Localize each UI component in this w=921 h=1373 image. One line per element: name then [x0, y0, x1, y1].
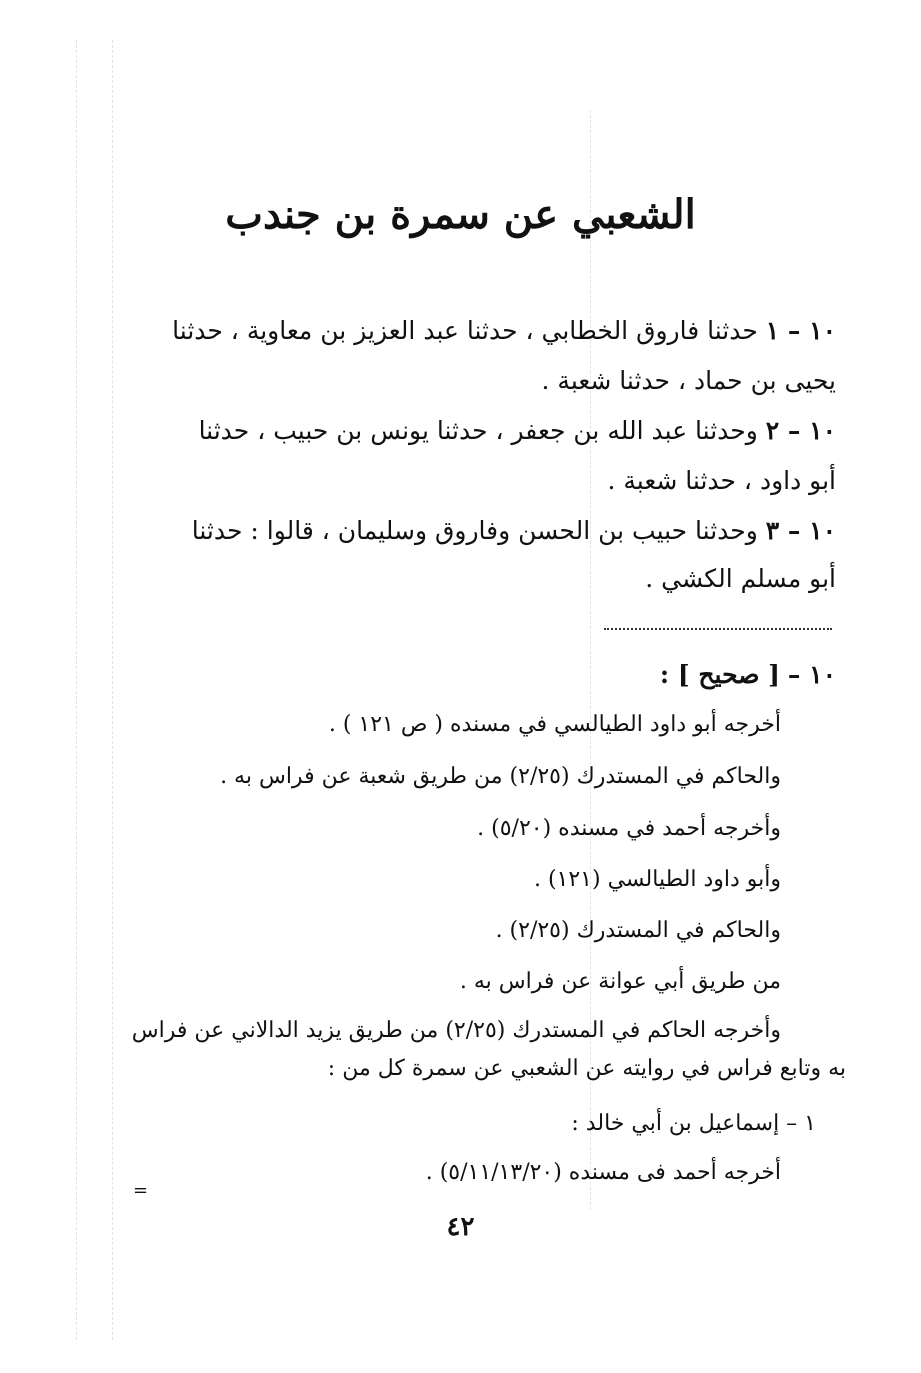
entry-text: وحدثنا حبيب بن الحسن وفاروق وسليمان ، قالوا : حدثنا — [191, 516, 758, 545]
entry-text: حدثنا فاروق الخطابي ، حدثنا عبد العزيز بن معاوية ، حدثنا — [172, 316, 758, 345]
entry-2-line — [0, 418, 836, 443]
entry-text: وحدثنا عبد الله بن جعفر ، حدثنا يونس بن حبيب ، حدثنا — [198, 416, 758, 445]
note-line: والحاكم في المستدرك (٢/٢٥) . — [495, 918, 781, 943]
note-line: أخرجه أبو داود الطيالسي في مسنده ( ص ١٢١ ) . — [328, 712, 781, 737]
note-line: وأخرجه الحاكم في المستدرك (٢/٢٥) من طريق يزيد الدالاني عن فراس — [131, 1018, 781, 1043]
page-number: ٤٢ — [446, 1212, 475, 1242]
notes-heading — [0, 662, 836, 687]
entry-number: ١٠ – ١ — [765, 316, 836, 345]
note-line: وأبو داود الطيالسي (١٢١) . — [533, 867, 781, 892]
scan-guide-line — [112, 40, 113, 1340]
note-line: به وتابع فراس في روايته عن الشعبي عن سمرة كل من : — [327, 1056, 846, 1081]
chapter-title: الشعبي عن سمرة بن جندب — [225, 191, 696, 238]
entry-1-line — [0, 318, 836, 343]
note-line: أخرجه أحمد فى مسنده (٥/١١/١٣/٢٠) . — [425, 1160, 781, 1185]
note-line: من طريق أبي عوانة عن فراس به . — [459, 969, 781, 994]
note-line: ١ – إسماعيل بن أبي خالد : — [571, 1111, 816, 1136]
entry-2-continuation: أبو داود ، حدثنا شعبة . — [607, 466, 836, 495]
grade-label: [ صحيح ] : — [659, 660, 780, 689]
scan-guide-line — [590, 110, 591, 1210]
notes-number: ١٠ – — [787, 660, 836, 689]
entry-number: ١٠ – ٢ — [765, 416, 836, 445]
scan-guide-line — [76, 40, 77, 1340]
footnote-separator — [604, 628, 832, 630]
note-line: وأخرجه أحمد في مسنده (٥/٢٠) . — [477, 816, 781, 841]
entry-number: ١٠ – ٣ — [765, 516, 836, 545]
entry-1-continuation: يحيى بن حماد ، حدثنا شعبة . — [541, 366, 836, 395]
entry-3-continuation: أبو مسلم الكشي . — [645, 564, 836, 593]
continuation-mark: = — [133, 1180, 149, 1201]
note-line: والحاكم في المستدرك (٢/٢٥) من طريق شعبة عن فراس به . — [220, 764, 781, 789]
entry-3-line — [0, 518, 836, 543]
